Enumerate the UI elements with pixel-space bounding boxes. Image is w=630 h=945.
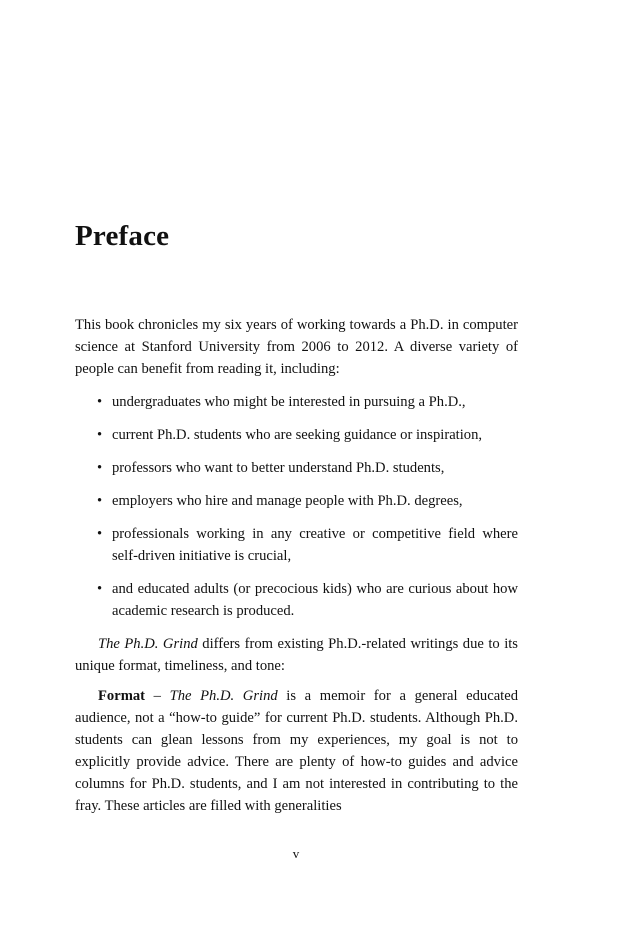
list-item: [75, 424, 518, 446]
list-item-text: and educated adults (or precocious kids) who are curious about how academic research is produced.: [112, 581, 518, 619]
list-item-text: current Ph.D. students who are seeking guidance or inspiration,: [112, 427, 483, 443]
list-item: [75, 457, 518, 479]
list-item: [75, 490, 518, 512]
format-paragraph: [75, 685, 518, 817]
difference-text: differs from existing Ph.D.-related writings due to its unique format, timeliness, and tone:: [75, 636, 518, 674]
book-title: The Ph.D. Grind: [169, 688, 278, 704]
list-item: [75, 391, 518, 413]
list-item-text: employers who hire and manage people with Ph.D. degrees,: [112, 493, 463, 509]
intro-paragraph: This book chronicles my six years of working towards a Ph.D. in computer science at Stanford University from 2006 to 2012. A diverse variety of people can benefit from reading it, including:: [75, 317, 518, 377]
format-text: is a memoir for a general educated audience, not a “how-to guide” for current Ph.D. students. Although Ph.D. students can glean lessons from my experiences, my goal is not to explicitly provide advice. There are plenty of how-to guides and advice columns for Ph.D. students, and I am not interested in contributing to the fray. These articles are filled with generalities: [75, 688, 519, 814]
page-number: v: [292, 846, 300, 861]
format-heading: Format: [98, 688, 146, 704]
bullet-icon: •: [97, 493, 103, 509]
bullet-icon: •: [97, 581, 103, 597]
list-item-text: professors who want to better understand Ph.D. students,: [112, 460, 445, 476]
bullet-icon: •: [97, 526, 103, 542]
bullet-icon: •: [97, 394, 103, 410]
audience-list: [75, 391, 518, 622]
chapter-title: Preface: [75, 220, 170, 252]
list-item: [75, 523, 518, 567]
preface-body: [75, 314, 518, 817]
list-item: [75, 578, 518, 622]
list-item-text: professionals working in any creative or competitive field where self-driven initiative is crucial,: [112, 526, 518, 564]
bullet-icon: •: [97, 460, 103, 476]
format-dash: –: [145, 688, 170, 704]
book-title: The Ph.D. Grind: [98, 636, 198, 652]
list-item-text: undergraduates who might be interested in pursuing a Ph.D.,: [112, 394, 466, 410]
difference-paragraph: [75, 633, 518, 677]
bullet-icon: •: [97, 427, 103, 443]
